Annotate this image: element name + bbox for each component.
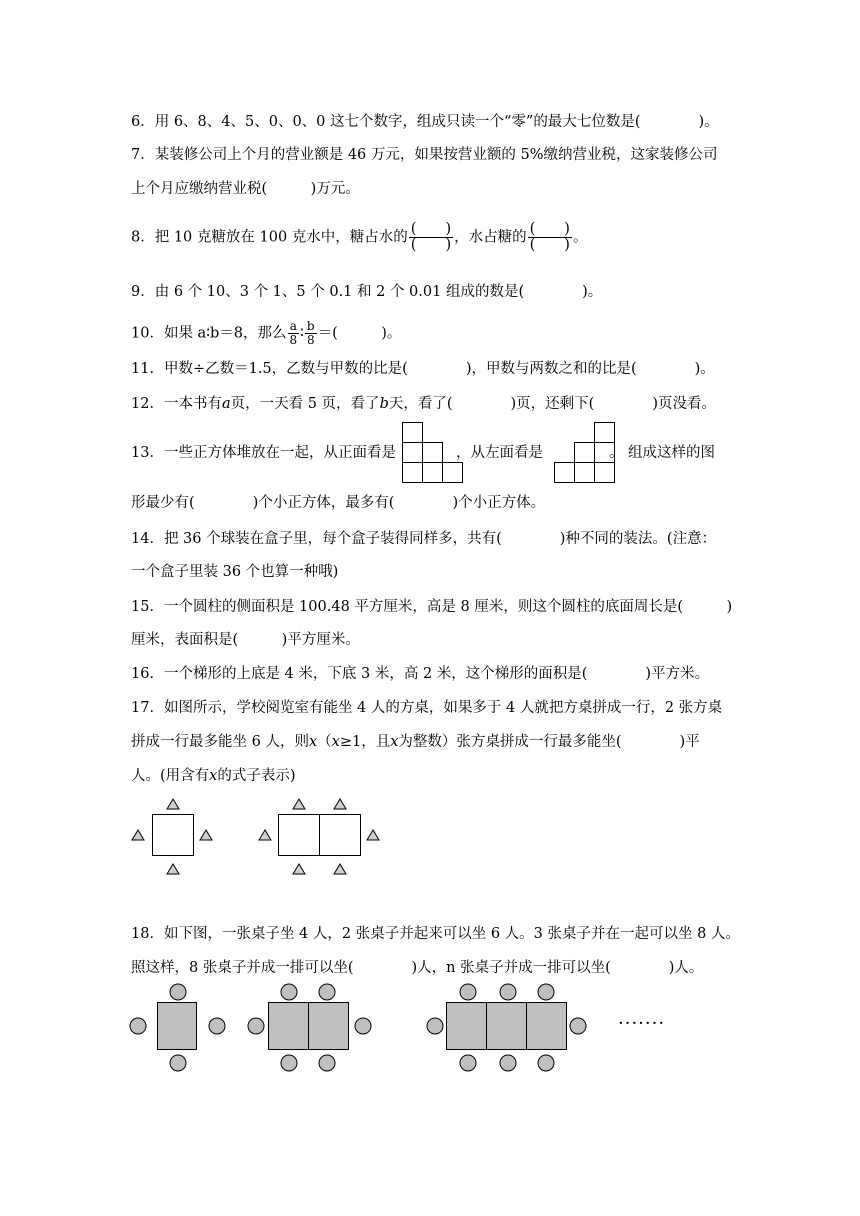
question-12 [131, 395, 716, 413]
q10-colon: ∶ [300, 325, 304, 342]
var-a: a [221, 396, 231, 412]
double-square-table-figure [256, 797, 386, 879]
question-7-line1: 7．某装修公司上个月的营业额是 46 万元，如果按营业额的 5%缴纳营业税，这家装修公司 [131, 147, 718, 163]
var-x: x [209, 768, 218, 784]
question-17-line3 [131, 767, 296, 785]
one-table-four-seats-figure [128, 982, 232, 1074]
two-tables-six-seats-figure [246, 982, 378, 1074]
question-11: 11．甲数÷乙数＝1.5，乙数与甲数的比是( )，甲数与两数之和的比是( )。 [131, 361, 715, 377]
fraction-b-over-8: $\frac{b}{8}$ [306, 319, 315, 347]
fraction-blank-1[interactable]: $\frac{( )}{( )}$ [410, 221, 452, 253]
question-6: 6．用 6、8、4、5、0、0、0 这七个数字，组成只读一个“零”的最大七位数是( )。 [131, 114, 719, 130]
fraction-blank-2[interactable]: $\frac{( )}{( )}$ [529, 221, 570, 253]
question-17-line2 [131, 733, 700, 751]
left-view-figure [554, 422, 616, 484]
ellipsis: ······· [618, 1013, 666, 1034]
question-14-line2: 一个盒子里装 36 个也算一种哦) [131, 564, 339, 580]
var-b: b [379, 396, 389, 412]
q12-text-2: 页，一天看 5 页，看了 [230, 396, 380, 412]
q12-text-1: 12．一本书有 [131, 396, 222, 412]
q8-text-mid: ，水占糖的 [454, 229, 527, 246]
question-9: 9．由 6 个 10、3 个 1、5 个 0.1 和 2 个 0.01 组成的数是( )。 [131, 284, 603, 300]
q17-text-4: 为整数）张方桌拼成一行最多能坐( )平 [398, 734, 700, 750]
q17-text-1: 拼成一行最多能坐 6 人，则 [131, 734, 309, 750]
q13-text-1: 13．一些正方体堆放在一起，从正面看是 [131, 445, 396, 461]
three-tables-eight-seats-figure [424, 982, 594, 1074]
q17-text-6: 的式子表示) [217, 768, 296, 784]
q10-text-end: ＝( )。 [317, 325, 402, 342]
question-13-line2: 形最少有( )个小正方体，最多有( )个小正方体。 [131, 495, 546, 511]
fraction-a-over-8: $\frac{a}{8}$ [289, 319, 298, 347]
q12-text-3: 天，看了( )页，还剩下( )页没看。 [388, 396, 716, 412]
front-view-figure [402, 422, 464, 484]
question-18-line1: 18．如下图，一张桌子坐 4 人，2 张桌子并起来可以坐 6 人。3 张桌子并在一起可以坐 8 人。 [131, 926, 740, 942]
question-8 [131, 222, 587, 253]
single-square-table-figure [130, 797, 220, 879]
question-15-line1: 15．一个圆柱的侧面积是 100.48 平方厘米，高是 8 厘米，则这个圆柱的底面周长是( ) [131, 599, 733, 615]
var-x: x [390, 734, 399, 750]
q17-text-3: ≥1，且 [339, 734, 391, 750]
question-18-line2: 照这样，8 张桌子并成一排可以坐( )人，n 张桌子并成一排可以坐( )人。 [131, 960, 704, 976]
q13-text-3: 。 组成这样的图 [608, 445, 716, 461]
question-14-line1: 14．把 36 个球装在盒子里，每个盒子装得同样多，共有( )种不同的装法。(注意： [131, 531, 717, 547]
question-15-line2: 厘米，表面积是( )平方厘米。 [131, 632, 360, 648]
question-10 [131, 320, 401, 347]
q17-text-2: （ [317, 734, 332, 750]
var-x: x [308, 734, 318, 750]
q10-text-pre: 10．如果 a∶b＝8，那么 [131, 325, 287, 342]
question-16: 16．一个梯形的上底是 4 米，下底 3 米，高 2 米，这个梯形的面积是( )平方米。 [131, 666, 710, 682]
var-x: x [331, 734, 340, 750]
question-17-line1: 17．如图所示，学校阅览室有能坐 4 人的方桌，如果多于 4 人就把方桌拼成一行，2 张方桌 [131, 700, 723, 716]
q13-text-2: ，从左面看是 [455, 445, 543, 461]
q8-text-pre: 8．把 10 克糖放在 100 克水中，糖占水的 [131, 229, 408, 246]
q17-text-5: 人。(用含有 [131, 768, 210, 784]
question-7-line2: 上个月应缴纳营业税( )万元。 [131, 181, 360, 197]
q8-text-end: 。 [572, 229, 588, 246]
